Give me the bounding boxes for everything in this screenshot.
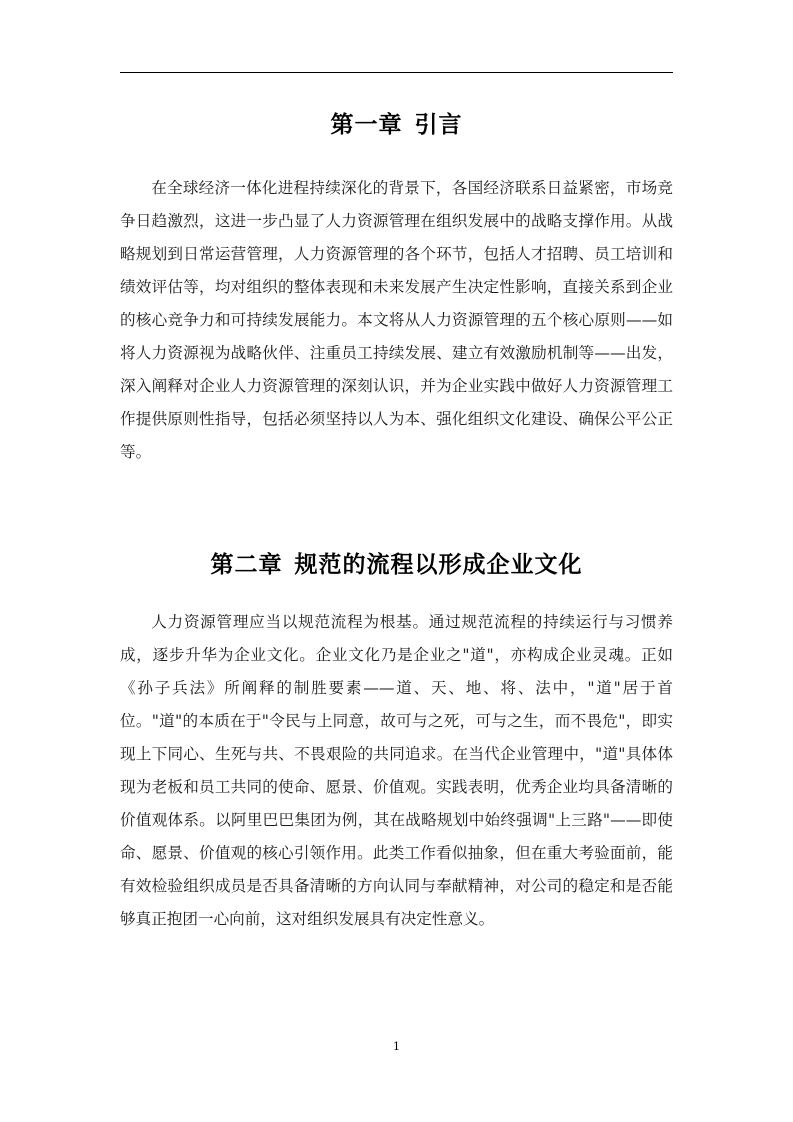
chapter-2-title: 规范的流程以形成企业文化 (294, 552, 583, 578)
page-number: 1 (393, 1040, 400, 1053)
header-rule (120, 72, 673, 73)
chapter-1-heading (120, 106, 673, 139)
chapter-2-number: 第二章 (210, 552, 283, 578)
chapter-2-heading (120, 546, 673, 579)
chapter-1-paragraph: 在全球经济一体化进程持续深化的背景下，各国经济联系日益紧密，市场竞争日趋激烈，这进一步凸显了人力资源管理在组织发展中的战略支撑作用。从战略规划到日常运营管理，人力资源管理的各个环节，包括人才招聘、员工培训和绩效评估等，均对组织的整体表现和未来发展产生决定性影响，直接关系到企业的核心竞争力和可持续发展能力。本文将从人力资源管理的五个核心原则——如将人力资源视为战略伙伴、注重员工持续发展、建立有效激励机制等——出发，深入阐释对企业人力资源管理的深刻认识，并为企业实践中做好人力资源管理工作提供原则性指导，包括必须坚持以人为本、强化组织文化建设、确保公平公正等。 (120, 179, 673, 461)
chapter-1-title: 引言 (414, 112, 463, 138)
chapter-1-number: 第一章 (330, 112, 403, 138)
chapter-2-paragraph: 人力资源管理应当以规范流程为根基。通过规范流程的持续运行与习惯养成，逐步升华为企业文化。企业文化乃是企业之"道"，亦构成企业灵魂。正如《孙子兵法》所阐释的制胜要素——道、天、地、将、法中，"道"居于首位。"道"的本质在于"令民与上同意，故可与之死，可与之生，而不畏危"，即实现上下同心、生死与共、不畏艰险的共同追求。在当代企业管理中，"道"具体体现为老板和员工共同的使命、愿景、价值观。实践表明，优秀企业均具备清晰的价值观体系。以阿里巴巴集团为例，其在战略规划中始终强调"上三路"——即使命、愿景、价值观的核心引领作用。此类工作看似抽象，但在重大考验面前，能有效检验组织成员是否具备清晰的方向认同与奉献精神，对公司的稳定和是否能够真正抱团一心向前，这对组织发展具有决定性意义。 (120, 613, 673, 928)
